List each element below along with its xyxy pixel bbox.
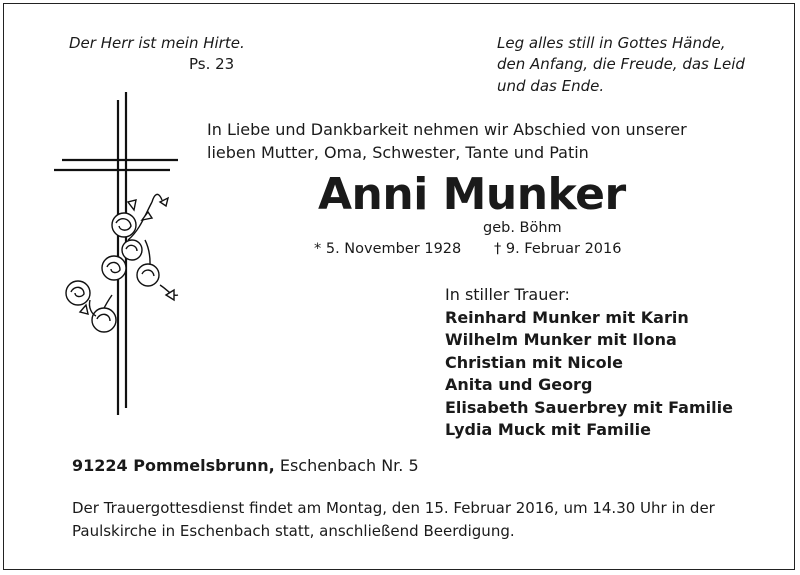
death-date: † 9. Februar 2016: [494, 241, 622, 257]
service-line-1: Der Trauergottesdienst findet am Montag, den 15. Februar 2016, um 14.30 Uhr in der: [72, 499, 715, 517]
psalm-line: Der Herr ist mein Hirte.: [69, 34, 245, 52]
mourner-name: Wilhelm Munker mit Ilona: [445, 330, 677, 349]
intro-line-1: In Liebe und Dankbarkeit nehmen wir Abschied von unserer: [207, 120, 687, 139]
verse-line-2: den Anfang, die Freude, das Leid: [497, 55, 745, 73]
mourner-name: Christian mit Nicole: [445, 352, 623, 372]
mourner-name: Lydia Muck mit Familie: [445, 420, 651, 439]
verse-line-1: Leg alles still in Gottes Hände,: [497, 34, 726, 52]
intro-line-2: lieben Mutter, Oma, Schwester, Tante und Patin: [207, 143, 589, 162]
deceased-name: Anni Munker: [318, 169, 626, 220]
mourner-name: Anita und Georg: [445, 375, 593, 394]
birth-date: * 5. November 1928: [314, 241, 462, 257]
psalm-reference: Ps. 23: [189, 55, 235, 73]
address: [72, 454, 419, 477]
address-place: 91224 Pommelsbrunn,: [72, 456, 275, 475]
verse-line-3: und das Ende.: [497, 77, 605, 95]
maiden-name: geb. Böhm: [483, 220, 562, 236]
mourner-name: Elisabeth Sauerbrey mit Familie: [445, 397, 733, 417]
address-street: Eschenbach Nr. 5: [279, 456, 419, 475]
mourners-block: [445, 284, 733, 442]
cross-with-roses-icon: [50, 90, 190, 420]
service-line-2: Paulskirche in Eschenbach statt, anschließend Beerdigung.: [72, 522, 515, 540]
mourners-heading: In stiller Trauer:: [445, 285, 570, 304]
mourner-name: Reinhard Munker mit Karin: [445, 307, 689, 327]
